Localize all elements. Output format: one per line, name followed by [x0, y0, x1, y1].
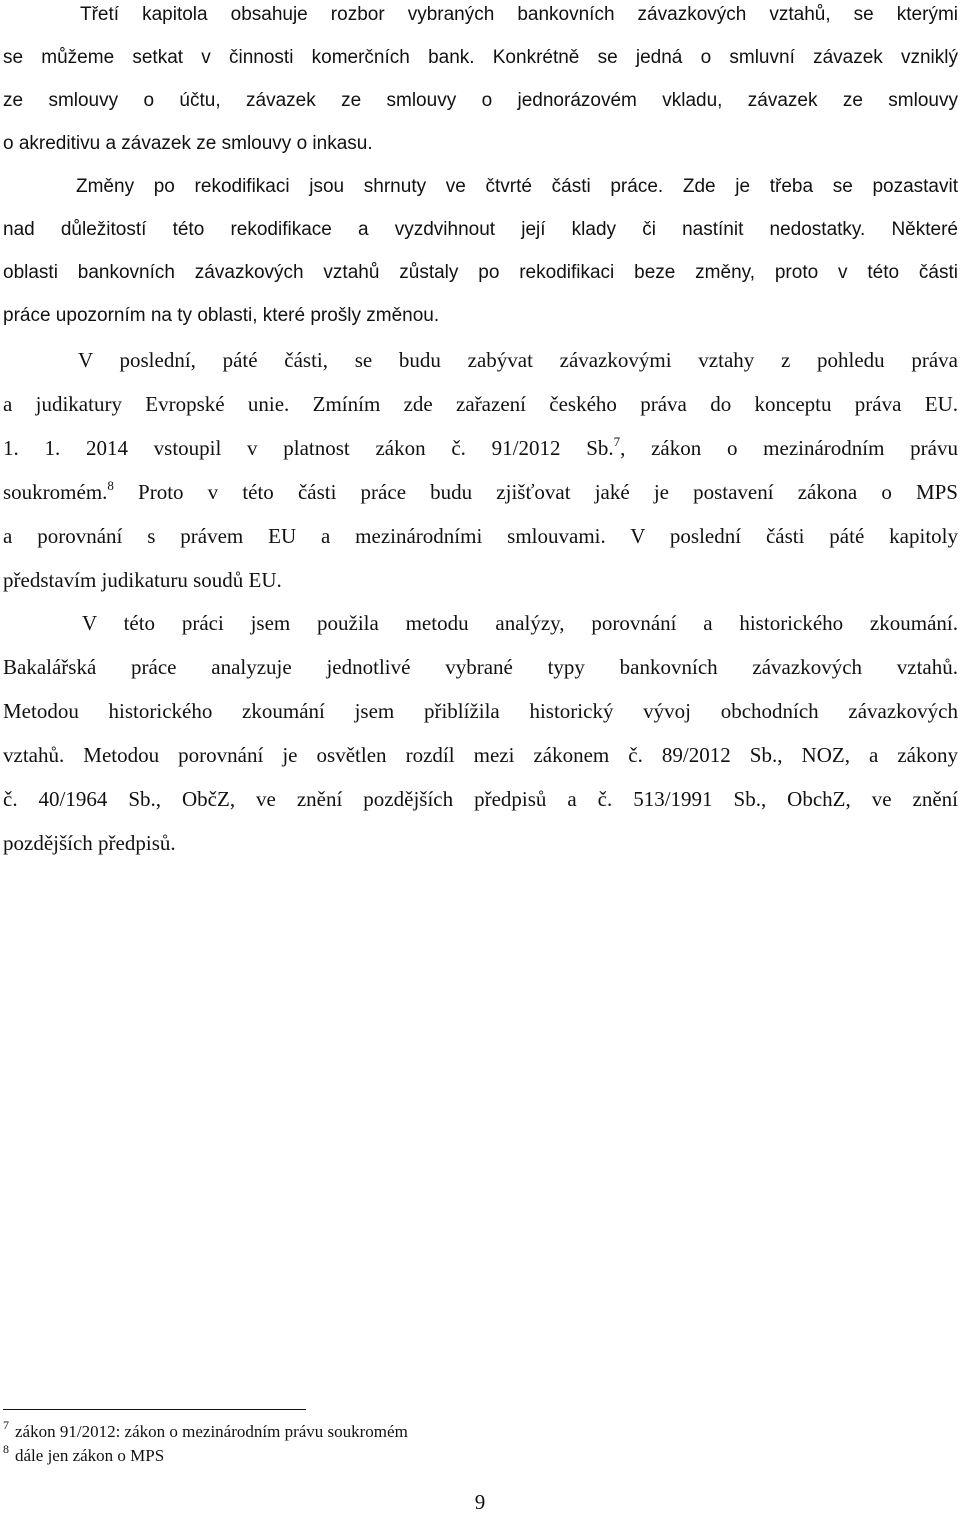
paragraph-3-line-4-b: Proto v této části práce budu zjišťovat jaké je postavení zákona o MPS	[113, 480, 958, 504]
paragraph-1-line-4: o akreditivu a závazek ze smlouvy o inkasu.	[3, 133, 373, 154]
paragraph-4-line-2: Bakalářská práce analyzuje jednotlivé vybrané typy bankovních závazkových vztahů.	[3, 655, 958, 679]
paragraph-3-line-1: V poslední, páté části, se budu zabývat závazkovými vztahy z pohledu práva	[78, 348, 958, 372]
footnote-7-number: 7	[3, 1418, 9, 1432]
page-number: 9	[474, 1490, 486, 1514]
paragraph-2-line-2-b: Některé	[865, 219, 958, 240]
paragraph-2-line-4: práce upozorním na ty oblasti, které prošly změnou.	[3, 305, 440, 326]
paragraph-3-line-3-b: , zákon o mezinárodním právu	[620, 436, 958, 460]
paragraph-3-line-5: a porovnání s právem EU a mezinárodními smlouvami. V poslední části páté kapitoly	[3, 524, 958, 548]
paragraph-3-line-2: a judikatury Evropské unie. Zmíním zde zařazení českého práva do konceptu práva EU.	[3, 392, 958, 416]
paragraph-1-line-2: se můžeme setkat v činnosti komerčních bank. Konkrétně se jedná o smluvní závazek vzniklý	[3, 47, 958, 68]
paragraph-2-line-1-b: Zde je třeba se pozastavit	[663, 176, 959, 197]
footnote-8-text: dále jen zákon o MPS	[15, 1446, 165, 1465]
paragraph-2-line-2-a: nad důležitostí této rekodifikace a vyzdvihnout její klady či nastínit nedostatky.	[3, 219, 866, 240]
paragraph-3-line-6: představím judikaturu soudů EU.	[3, 568, 282, 592]
footnote-8-number: 8	[3, 1442, 9, 1456]
paragraph-1-line-3: ze smlouvy o účtu, závazek ze smlouvy o jednorázovém vkladu, závazek ze smlouvy	[3, 90, 958, 111]
paragraph-4-line-1: V této práci jsem použila metodu analýzy, porovnání a historického zkoumání.	[82, 611, 958, 635]
paragraph-2-line-2	[3, 217, 958, 243]
paragraph-3-line-3-a: 1. 1. 2014 vstoupil v platnost zákon č. 91/2012 Sb.	[3, 436, 614, 460]
footnote-7-text: zákon 91/2012: zákon o mezinárodním právu soukromém	[15, 1422, 408, 1441]
paragraph-2-line-1-a: Změny po rekodifikaci jsou shrnuty ve čtvrté části práce.	[76, 176, 664, 197]
footnote-separator	[3, 1409, 306, 1410]
paragraph-3-line-4	[3, 479, 958, 505]
paragraph-3-line-4-a: soukromém.	[3, 480, 108, 504]
footnote-8	[3, 1442, 165, 1466]
paragraph-4-line-6: pozdějších předpisů.	[3, 831, 176, 855]
paragraph-2-line-1	[76, 174, 958, 200]
paragraph-2-line-3: oblasti bankovních závazkových vztahů zůstaly po rekodifikaci beze změny, proto v této části	[3, 262, 958, 283]
paragraph-4-line-3: Metodou historického zkoumání jsem přiblížila historický vývoj obchodních závazkových	[3, 699, 958, 723]
footnote-ref-7: 7	[613, 434, 621, 449]
footnote-ref-8: 8	[107, 478, 114, 493]
paragraph-1-line-1: Třetí kapitola obsahuje rozbor vybraných bankovních závazkových vztahů, se kterými	[80, 4, 958, 25]
paragraph-4-line-4: vztahů. Metodou porovnání je osvětlen rozdíl mezi zákonem č. 89/2012 Sb., NOZ, a zákony	[3, 743, 958, 767]
footnote-7	[3, 1418, 408, 1442]
paragraph-3-line-3	[3, 435, 958, 461]
paragraph-4-line-5: č. 40/1964 Sb., ObčZ, ve znění pozdějších předpisů a č. 513/1991 Sb., ObchZ, ve znění	[3, 787, 958, 811]
